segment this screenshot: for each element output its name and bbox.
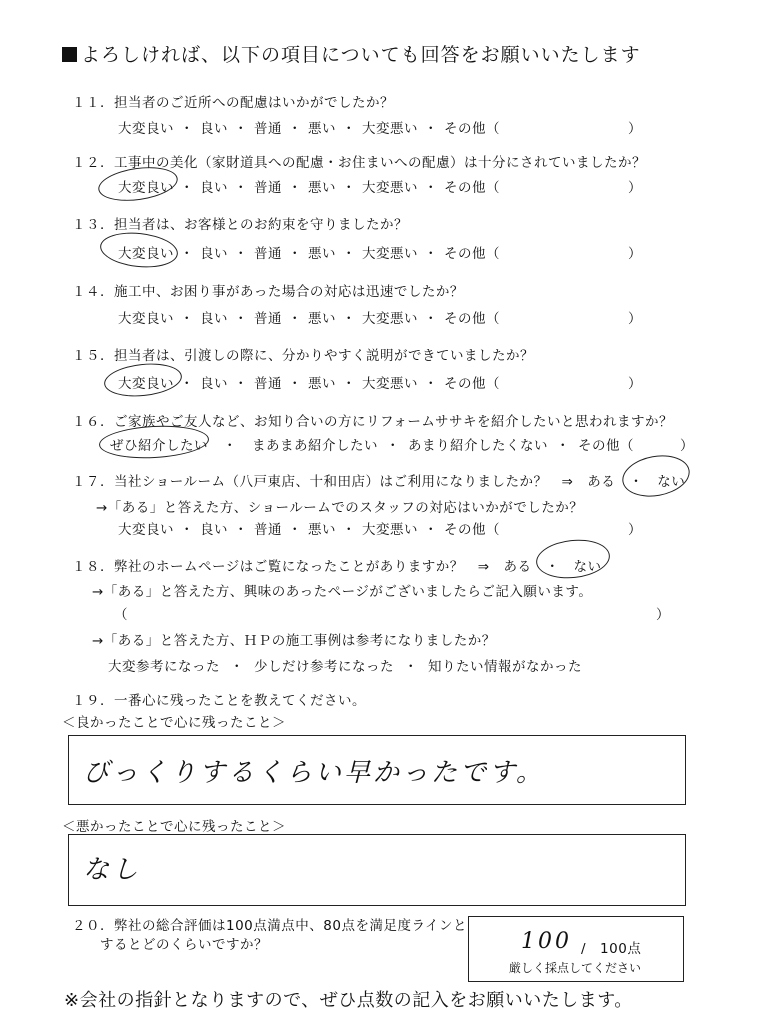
good-label: ＜良かったことで心に残ったこと＞ (62, 715, 286, 731)
question-16-options: ぜひ紹介したい ・ まあまあ紹介したい ・ あまり紹介したくない ・ その他（ (110, 438, 634, 454)
question-11: １１．担当者のご近所への配慮はいかがでしたか？ (72, 95, 394, 111)
question-14: １４．施工中、お困り事があった場合の対応は迅速でしたか？ (72, 284, 464, 300)
option-good[interactable]: 良い (200, 376, 228, 392)
option-good[interactable]: 良い (200, 522, 228, 538)
question-18-followup-2: →「ある」と答えた方、ＨＰの施工事例は参考になりましたか？ (92, 633, 496, 649)
option-average[interactable]: 普通 (254, 121, 282, 137)
good-answer-box[interactable] (68, 735, 686, 805)
option-other[interactable]: その他（ (444, 311, 500, 327)
question-15-options: 大変良い ・ 良い ・ 普通 ・ 悪い ・ 大変悪い ・ その他（ (118, 376, 500, 392)
question-20-line-1: ２０．弊社の総合評価は100点満点中、80点を満足度ラインと (72, 918, 468, 934)
survey-heading (62, 40, 641, 67)
question-11-options: 大変良い ・ 良い ・ 普通 ・ 悪い ・ 大変悪い ・ その他（ (118, 121, 500, 137)
option-other[interactable]: その他（ (444, 121, 500, 137)
option-average[interactable]: 普通 (254, 522, 282, 538)
score-box[interactable] (468, 916, 684, 982)
question-17-options: 大変良い ・ 良い ・ 普通 ・ 悪い ・ 大変悪い ・ その他（ (118, 522, 500, 538)
question-17: １７．当社ショールーム（八戸東店、十和田店）はご利用になりましたか？ ⇒ ある ・ ない (72, 474, 686, 490)
option-very-bad[interactable]: 大変悪い (362, 311, 418, 327)
option-bad[interactable]: 悪い (308, 121, 336, 137)
selection-circle (103, 360, 184, 400)
option-average[interactable]: 普通 (254, 246, 282, 262)
survey-heading-text: よろしければ、以下の項目についても回答をお願いいたします (81, 44, 641, 66)
option-very-good[interactable]: 大変良い (118, 311, 174, 327)
selection-circle (98, 229, 179, 271)
option-very-good[interactable]: 大変良い (118, 121, 174, 137)
option-definitely-recommend[interactable]: ぜひ紹介したい (110, 438, 208, 454)
option-bad[interactable]: 悪い (308, 376, 336, 392)
option-average[interactable]: 普通 (254, 311, 282, 327)
option-very-good[interactable]: 大変良い (118, 180, 174, 196)
bad-label: ＜悪かったことで心に残ったこと＞ (62, 819, 286, 835)
question-13-options: 大変良い ・ 良い ・ 普通 ・ 悪い ・ 大変悪い ・ その他（ (118, 246, 500, 262)
close-paren: ） (628, 311, 642, 327)
open-paren: （ (114, 607, 128, 623)
option-very-good[interactable]: 大変良い (118, 246, 174, 262)
option-other[interactable]: その他（ (444, 522, 500, 538)
close-paren: ） (628, 376, 642, 392)
question-13: １３．担当者は、お客様とのお約束を守りましたか？ (72, 217, 408, 233)
option-very-bad[interactable]: 大変悪い (362, 522, 418, 538)
question-12: １２．工事中の美化（家財道具への配慮・お住まいへの配慮）は十分にされていましたか？ (72, 155, 646, 171)
option-bad[interactable]: 悪い (308, 180, 336, 196)
question-20-line-2: するとどのくらいですか？ (100, 937, 268, 953)
square-bullet-icon (62, 47, 77, 62)
selection-circle (619, 450, 693, 501)
option-not-recommend[interactable]: あまり紹介したくない (408, 438, 548, 454)
option-very-good[interactable]: 大変良い (118, 522, 174, 538)
option-very-bad[interactable]: 大変悪い (362, 376, 418, 392)
option-other[interactable]: その他（ (444, 376, 500, 392)
question-18-followup-1: →「ある」と答えた方、興味のあったページがございましたらご記入願います。 (92, 584, 593, 600)
score-value: 100 (521, 929, 572, 954)
option-good[interactable]: 良い (200, 180, 228, 196)
option-not-helpful[interactable]: 知りたい情報がなかった (428, 659, 582, 675)
close-paren: ） (628, 180, 642, 196)
close-paren: ） (628, 121, 642, 137)
close-paren: ） (628, 246, 642, 262)
option-other[interactable]: その他（ (578, 438, 634, 454)
option-bad[interactable]: 悪い (308, 311, 336, 327)
close-paren: ） (628, 522, 642, 538)
option-slightly-helpful[interactable]: 少しだけ参考になった (254, 659, 394, 675)
close-paren: ） (656, 607, 670, 623)
option-very-bad[interactable]: 大変悪い (362, 121, 418, 137)
option-very-helpful[interactable]: 大変参考になった (108, 659, 220, 675)
option-good[interactable]: 良い (200, 311, 228, 327)
bad-answer-box[interactable] (68, 834, 686, 906)
question-19: １９．一番心に残ったことを教えてください。 (72, 693, 366, 709)
question-16: １６．ご家族やご友人など、お知り合いの方にリフォームササキを紹介したいと思われますか？ (72, 414, 674, 430)
question-15: １５．担当者は、引渡しの際に、分かりやすく説明ができていましたか？ (72, 348, 534, 364)
footer-note: ※会社の指針となりますので、ぜひ点数の記入をお願いいたします。 (64, 990, 633, 1011)
option-other[interactable]: その他（ (444, 180, 500, 196)
question-12-options: 大変良い ・ 良い ・ 普通 ・ 悪い ・ 大変悪い ・ その他（ (118, 180, 500, 196)
bad-answer-text: なし (83, 855, 142, 885)
option-good[interactable]: 良い (200, 246, 228, 262)
option-other[interactable]: その他（ (444, 246, 500, 262)
question-14-options: 大変良い ・ 良い ・ 普通 ・ 悪い ・ 大変悪い ・ その他（ (118, 311, 500, 327)
close-paren: ） (680, 438, 694, 454)
option-bad[interactable]: 悪い (308, 522, 336, 538)
question-17-followup: →「ある」と答えた方、ショールームでのスタッフの対応はいかがでしたか？ (96, 500, 584, 516)
option-average[interactable]: 普通 (254, 180, 282, 196)
score-suffix: / 100点 (581, 941, 642, 957)
option-average[interactable]: 普通 (254, 376, 282, 392)
option-very-bad[interactable]: 大変悪い (362, 246, 418, 262)
option-somewhat-recommend[interactable]: まあまあ紹介したい (252, 438, 378, 454)
option-bad[interactable]: 悪い (308, 246, 336, 262)
score-note: 厳しく採点してください (509, 961, 642, 975)
option-very-bad[interactable]: 大変悪い (362, 180, 418, 196)
good-answer-text: びっくりするくらい早かったです。 (83, 758, 545, 788)
question-18: １８．弊社のホームページはご覧になったことがありますか？ ⇒ ある ・ ない (72, 559, 602, 575)
option-good[interactable]: 良い (200, 121, 228, 137)
question-18-options: 大変参考になった ・ 少しだけ参考になった ・ 知りたい情報がなかった (108, 659, 582, 675)
option-very-good[interactable]: 大変良い (118, 376, 174, 392)
